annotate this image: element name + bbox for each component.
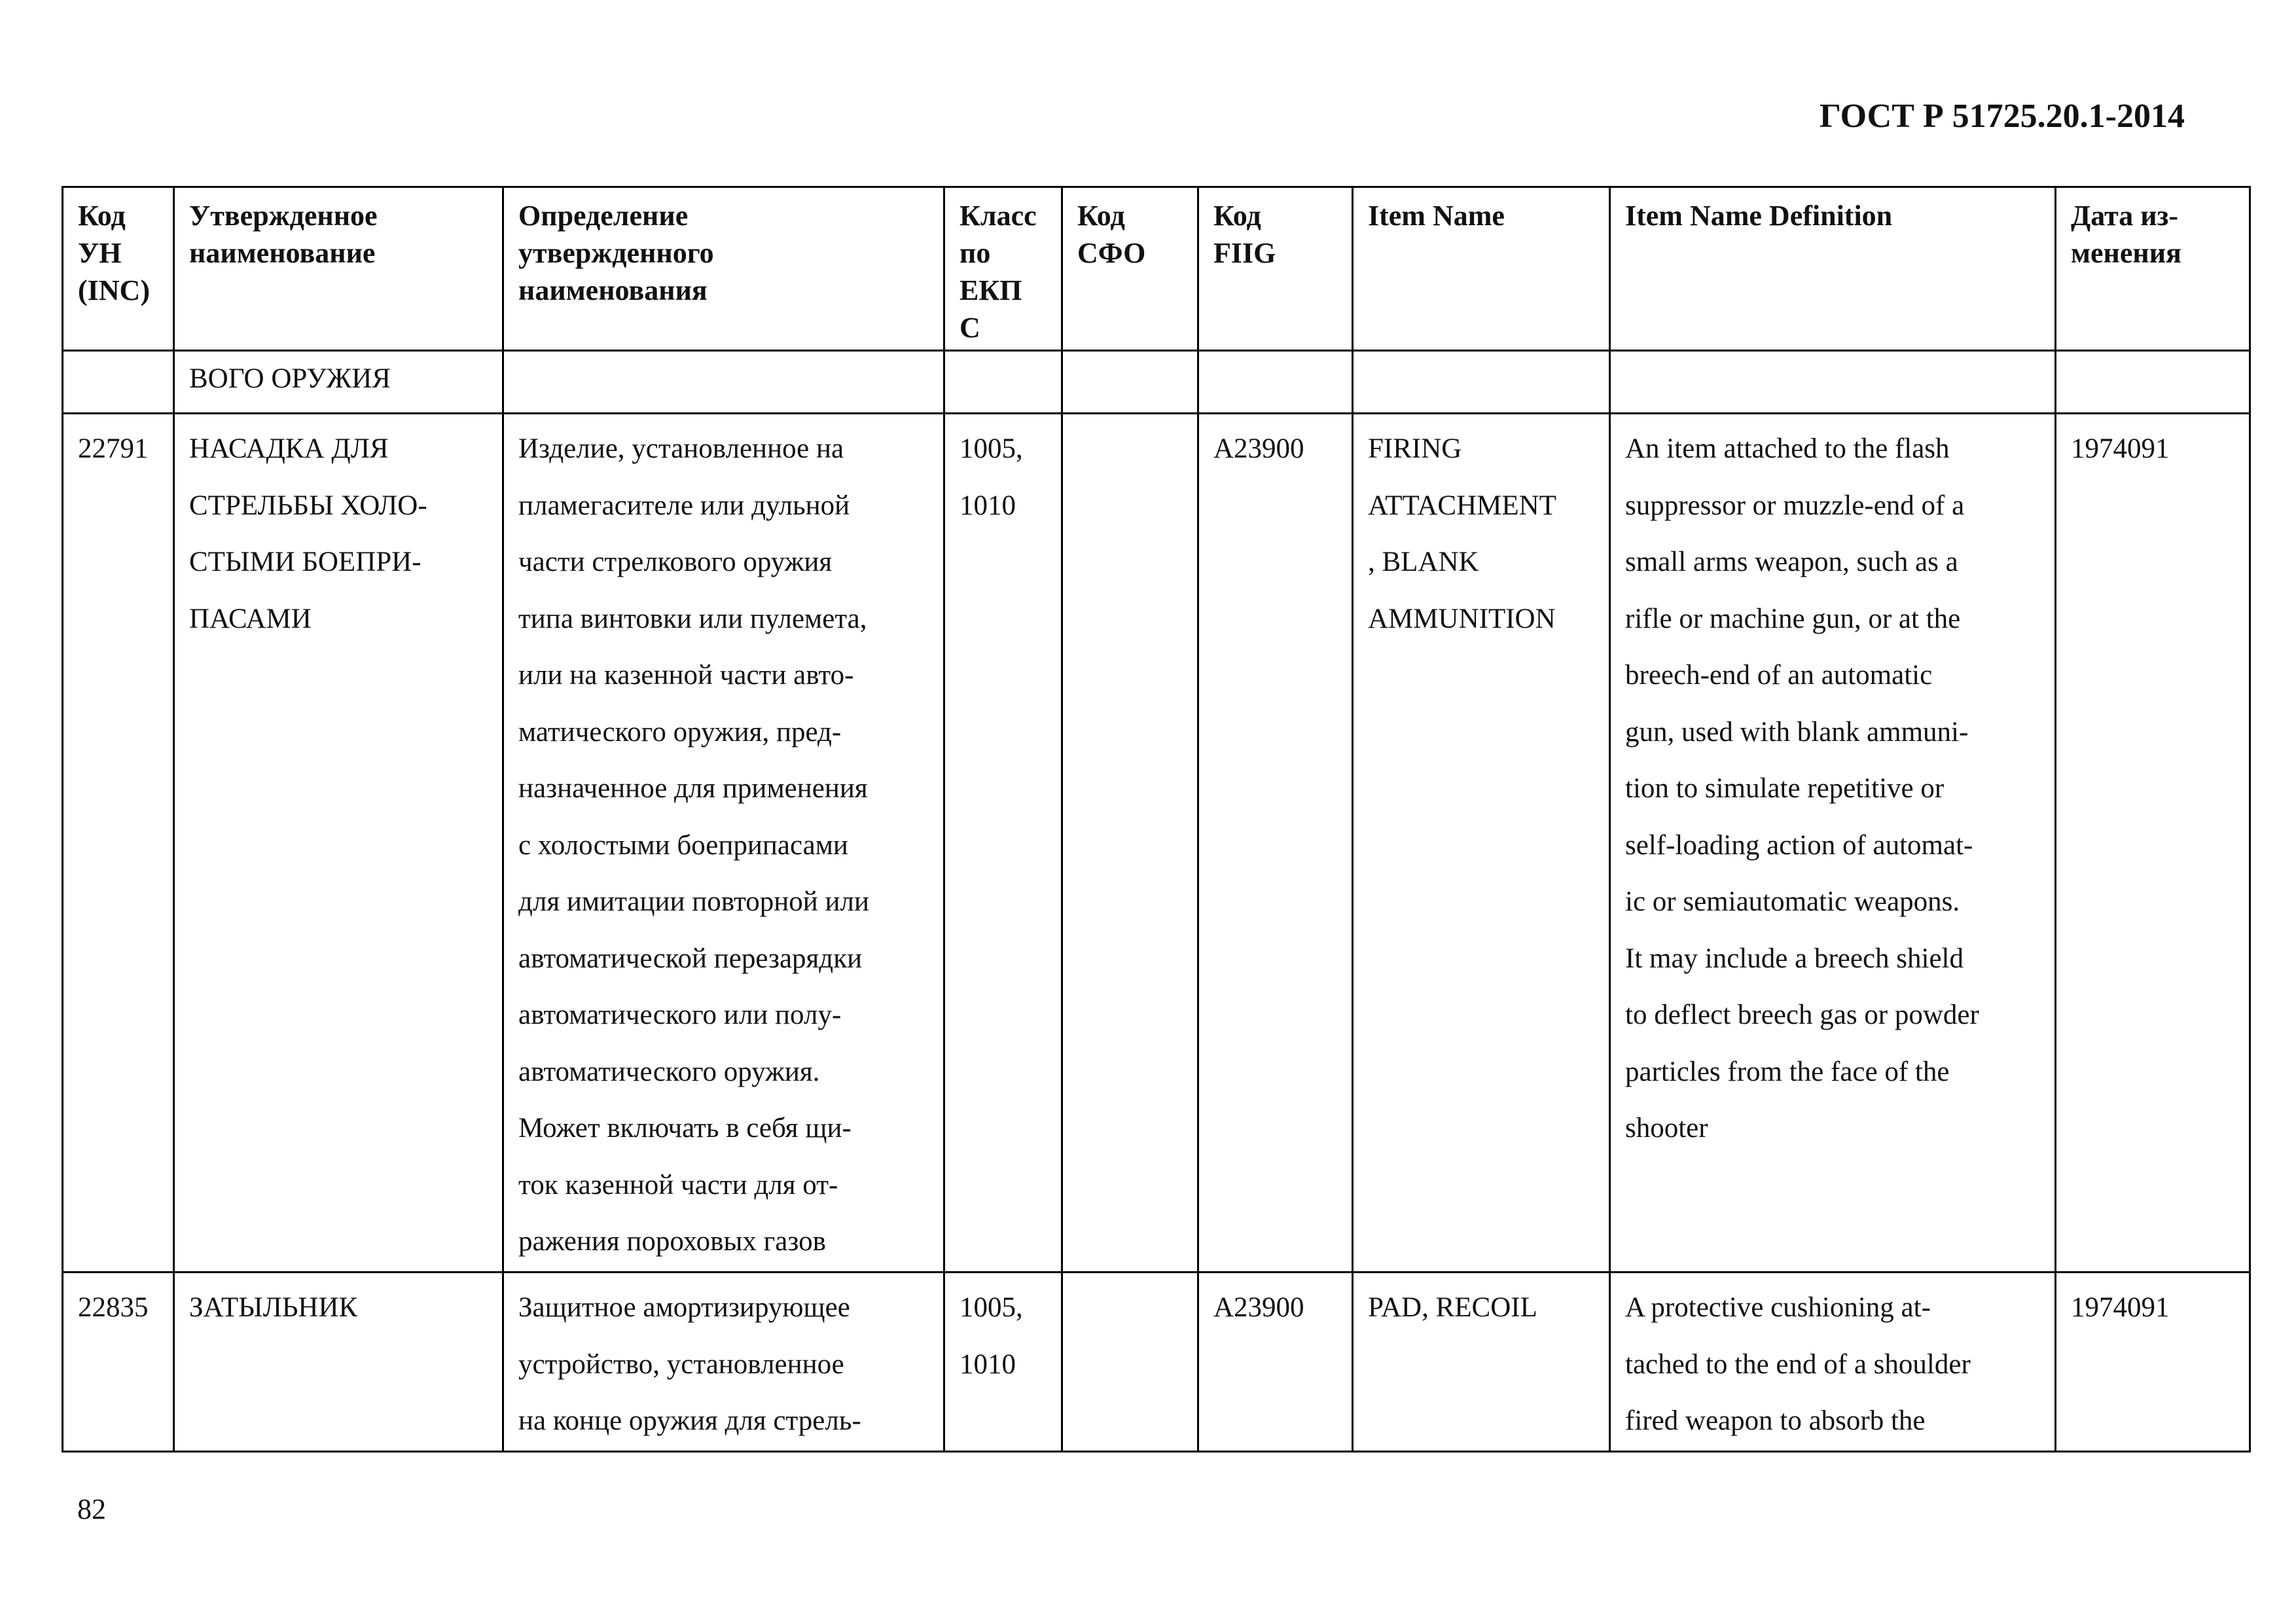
header-item-definition: Item Name Definition [1610, 187, 2056, 351]
table-row [63, 1272, 2250, 1452]
cell-item-name: PAD, RECOIL [1353, 1272, 1610, 1452]
cell-inc: 22791 [63, 414, 174, 1272]
header-ekps-class: Класс по ЕКП С [944, 187, 1062, 351]
continuation-row [63, 351, 2250, 414]
table-cell [1353, 351, 1610, 414]
cell-definition: Защитное амортизирующее устройство, установленное на конце оружия для стрель- [503, 1272, 944, 1452]
table-cell [1610, 351, 2056, 414]
cell-item-name: FIRING ATTACHMENT , BLANK AMMUNITION [1353, 414, 1610, 1272]
cell-sfo-code [1062, 1272, 1198, 1452]
header-approved-name: Утвержденное наименование [174, 187, 503, 351]
table-cell [944, 351, 1062, 414]
table-cell [1198, 351, 1353, 414]
cell-inc: 22835 [63, 1272, 174, 1452]
table-cell [503, 351, 944, 414]
cell-approved-name: ЗАТЫЛЬНИК [174, 1272, 503, 1452]
header-row [63, 187, 2250, 351]
cell-fiig: A23900 [1198, 414, 1353, 1272]
table-cell [63, 351, 174, 414]
header-definition: Определение утвержденного наименования [503, 187, 944, 351]
table-row [63, 414, 2250, 1272]
cell-change-date: 1974091 [2056, 1272, 2250, 1452]
header-change-date: Дата из- менения [2056, 187, 2250, 351]
cell-approved-name: НАСАДКА ДЛЯ СТРЕЛЬБЫ ХОЛО- СТЫМИ БОЕПРИ- ПАСАМИ [174, 414, 503, 1272]
page-number: 82 [77, 1493, 106, 1525]
cell-fiig: A23900 [1198, 1272, 1353, 1452]
document-id: ГОСТ Р 51725.20.1-2014 [1819, 98, 2185, 135]
cell-definition: Изделие, установленное на пламегасителе или дульной части стрелкового оружия типа винтовки или пулемета, или на казенной части авто- матического оружия, пред- назначенное для применения с холостыми боеприпасами для имитации повторной или автоматической перезарядки автоматического или полу- автоматического оружия. Может включать в себя щи- ток казенной части для от- ражения пороховых газов [503, 414, 944, 1272]
cell-sfo-code [1062, 414, 1198, 1272]
header-inc: Код УН (INC) [63, 187, 174, 351]
cell-item-definition: A protective cushioning at- tached to the end of a shoulder fired weapon to absorb the [1610, 1272, 2056, 1452]
header-fiig: Код FIIG [1198, 187, 1353, 351]
header-sfo-code: Код СФО [1062, 187, 1198, 351]
cell-item-definition: An item attached to the flash suppressor or muzzle-end of a small arms weapon, such as a rifle or machine gun, or at the breech-end of an automatic gun, used with blank ammuni- tion to simulate repetitive or self-loading action of automat- ic or semiautomatic weapons. It may include a breech shield to deflect breech gas or powder particles from the face of the shooter [1610, 414, 2056, 1272]
header-item-name: Item Name [1353, 187, 1610, 351]
nomenclature-table [62, 186, 2251, 1453]
table-cell [2056, 351, 2250, 414]
cell-ekps-class: 1005, 1010 [944, 414, 1062, 1272]
table-cell [1062, 351, 1198, 414]
cell-change-date: 1974091 [2056, 414, 2250, 1272]
table-cell: ВОГО ОРУЖИЯ [174, 351, 503, 414]
cell-ekps-class: 1005, 1010 [944, 1272, 1062, 1452]
